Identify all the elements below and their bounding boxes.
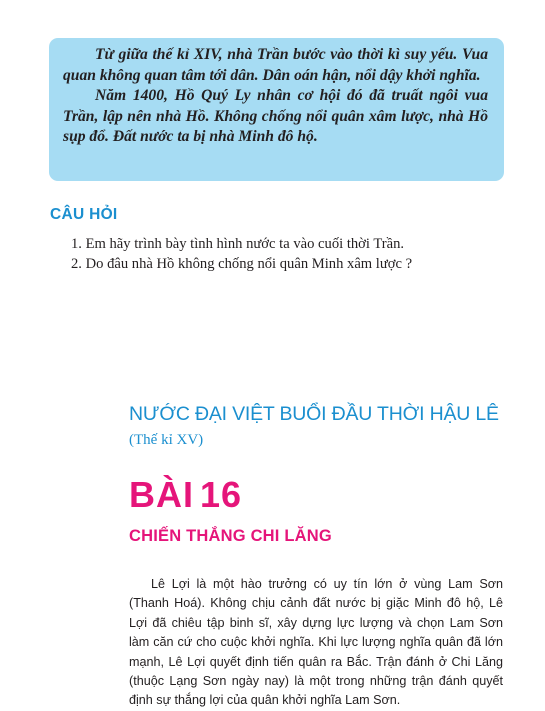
question-item: 1. Em hãy trình bày tình hình nước ta vào cuối thời Trần. [71, 236, 405, 252]
summary-box [49, 38, 504, 181]
lesson-number-heading [129, 473, 242, 517]
lesson-number: 16 [200, 474, 243, 515]
summary-paragraph-2: Năm 1400, Hồ Quý Ly nhân cơ hội đó đã truất ngôi vua Trần, lập nên nhà Hồ. Không chống nổi quân xâm lược, nhà Hồ sụp đổ. Đất nước ta bị nhà Minh đô hộ. [63, 87, 488, 145]
question-item: 2. Do đâu nhà Hồ không chống nổi quân Minh xâm lược ? [71, 255, 413, 272]
chapter-title: NƯỚC ĐẠI VIỆT BUỔI ĐẦU THỜI HẬU LÊ [129, 403, 499, 425]
lesson-title: CHIẾN THẮNG CHI LĂNG [129, 527, 332, 545]
questions-list [71, 235, 412, 274]
summary-paragraph-1: Từ giữa thế kỉ XIV, nhà Trần bước vào thời kì suy yếu. Vua quan không quan tâm tới dân. Dân oán hận, nổi dậy khởi nghĩa. [63, 46, 488, 84]
lesson-label: BÀI [129, 474, 194, 515]
chapter-subtitle: (Thế kỉ XV) [129, 432, 204, 448]
lesson-body-paragraph: Lê Lợi là một hào trưởng có uy tín lớn ở vùng Lam Sơn (Thanh Hoá). Không chịu cảnh đất nước bị giặc Minh đô hộ, Lê Lợi đã chiêu tập binh sĩ, xây dựng lực lượng và chọn Lam Sơn làm căn cứ cho cuộc khởi nghĩa. Khi lực lượng nghĩa quân đã lớn mạnh, Lê Lợi quyết định tiến quân ra Bắc. Trận đánh ở Chi Lăng (thuộc Lạng Sơn ngày nay) là một trong những trận đánh quyết định sự thắng lợi của quân khởi nghĩa Lam Sơn. [129, 577, 503, 708]
questions-heading: CÂU HỎI [50, 206, 118, 223]
